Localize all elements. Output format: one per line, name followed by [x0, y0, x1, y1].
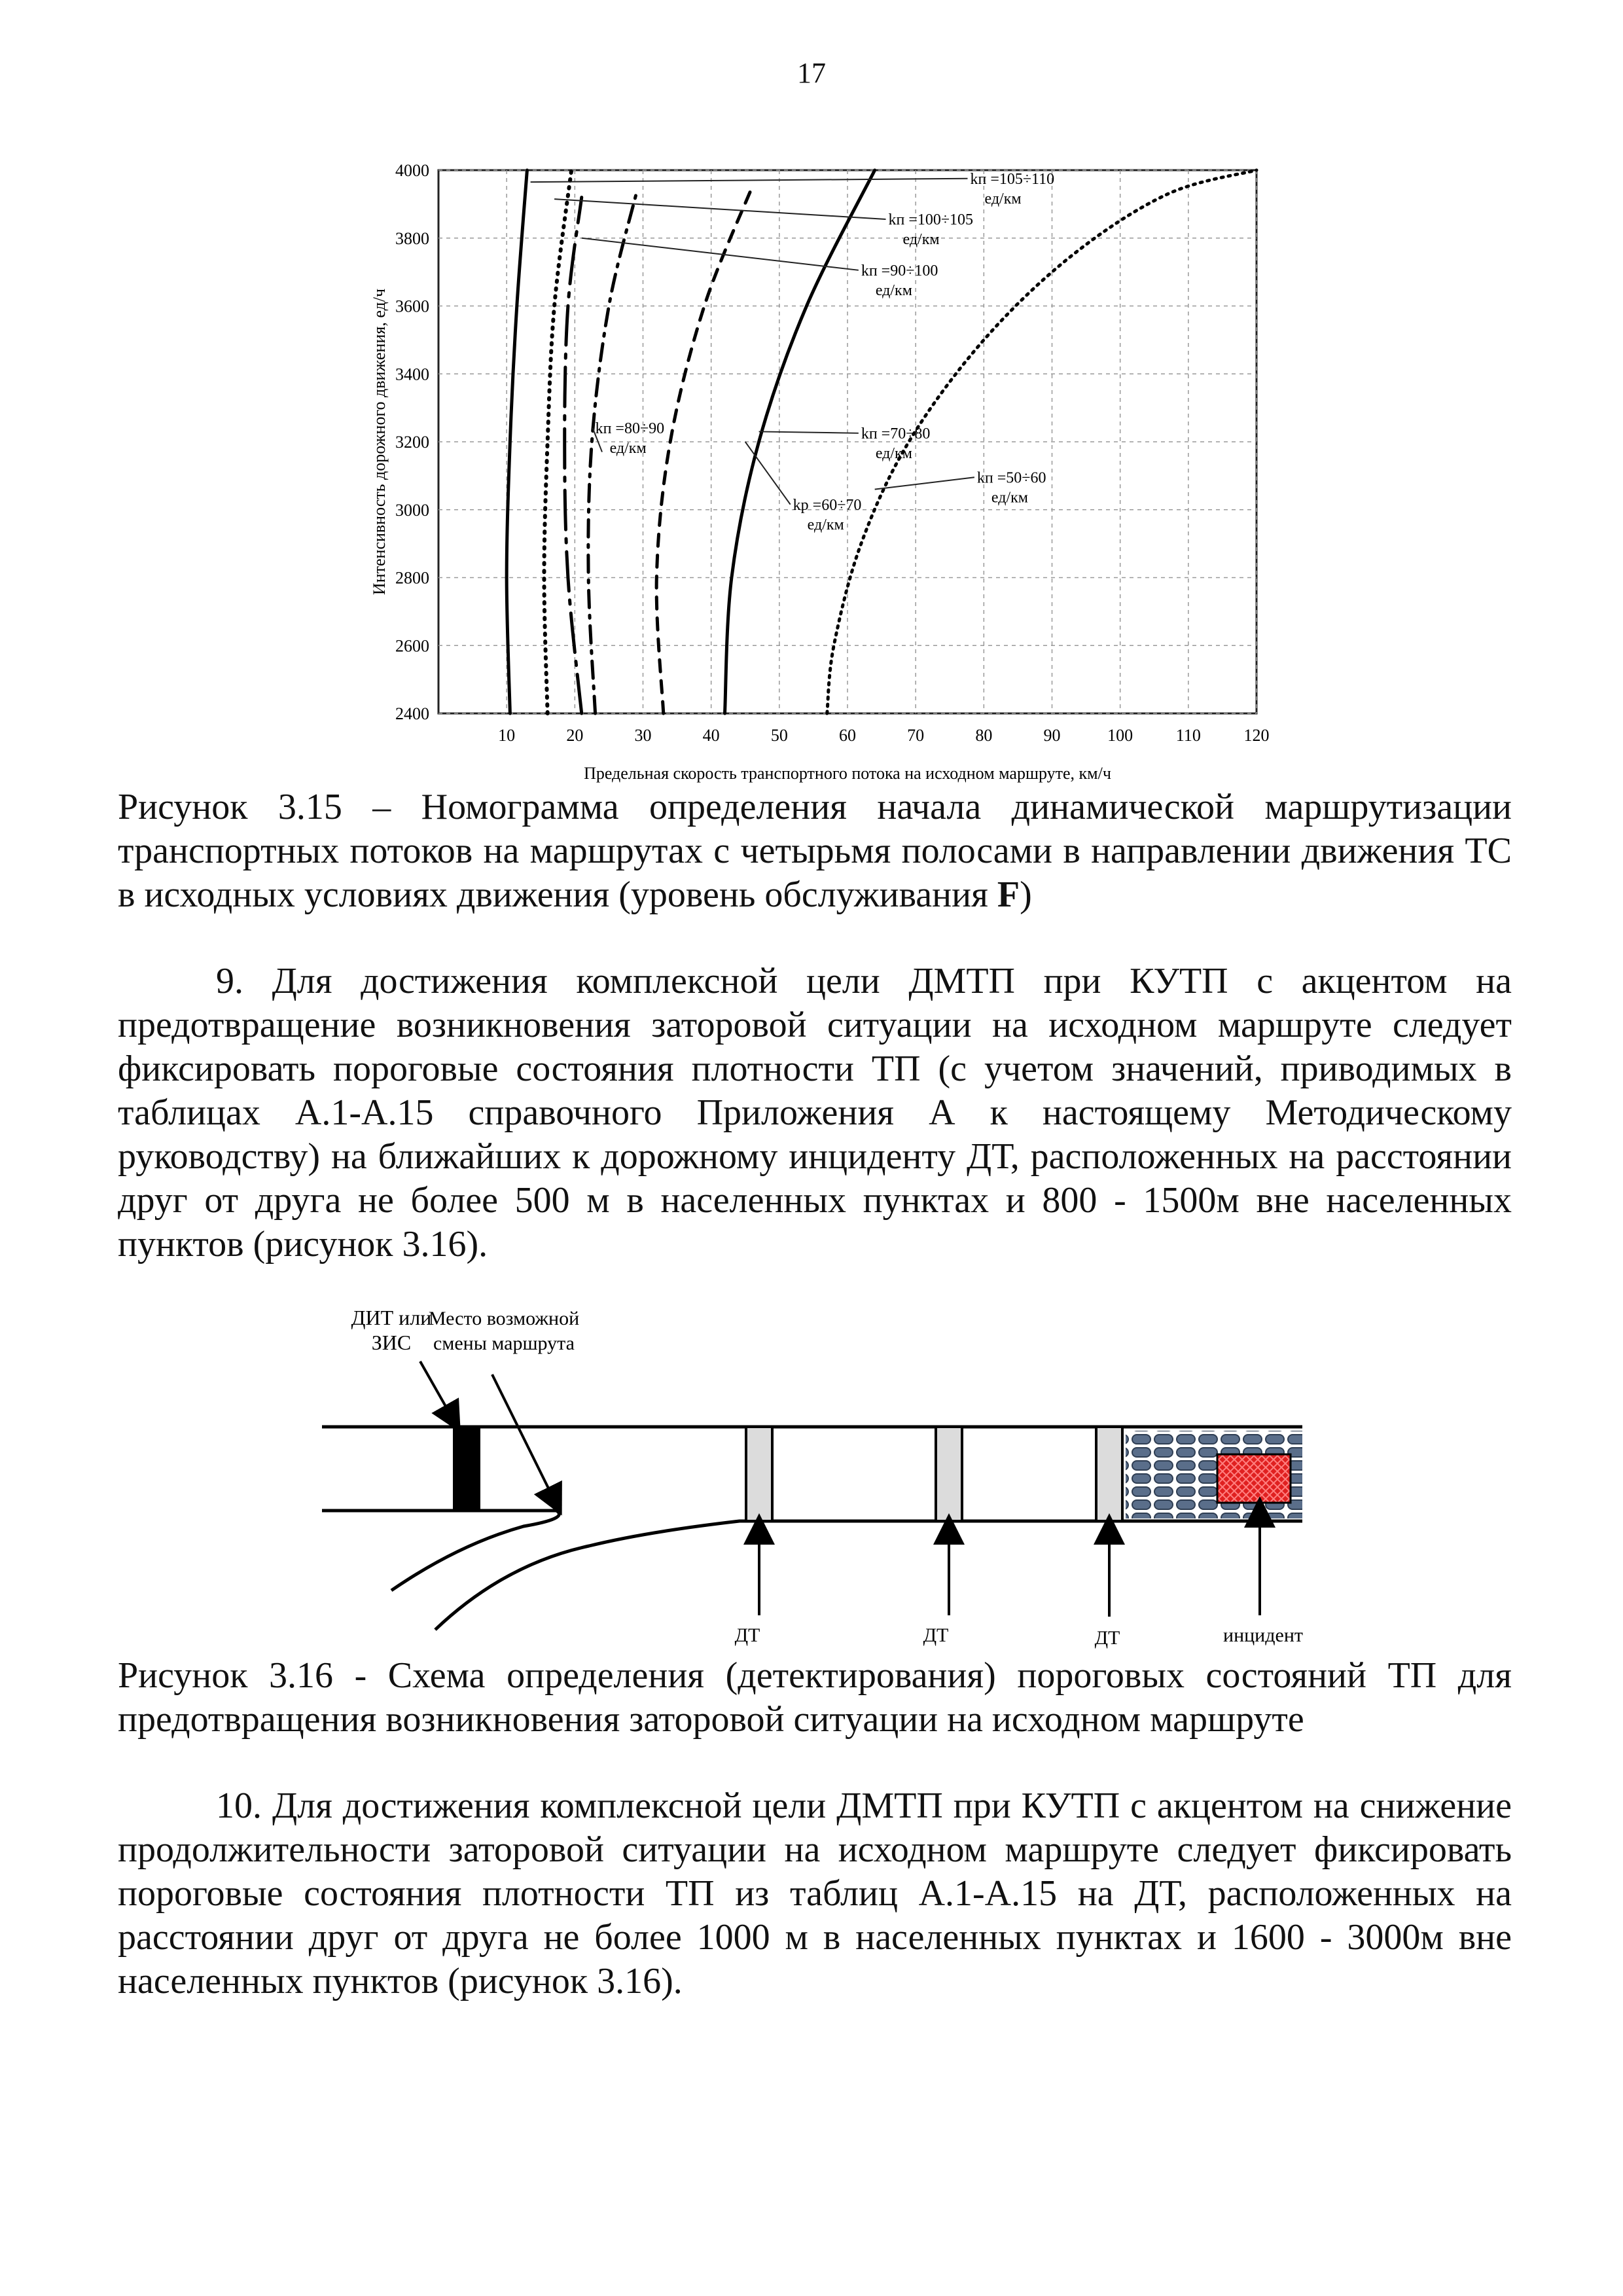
annotation-leader-1: [531, 179, 968, 182]
annotation-unit-1: ед/км: [984, 190, 1022, 207]
annotation-unit-2: ед/км: [902, 231, 940, 248]
y-tick-label: 3200: [395, 433, 429, 452]
x-tick-label: 40: [702, 726, 720, 745]
change-label-line2: смены маршрута: [433, 1333, 575, 1354]
dit-label-line2: ЗИС: [371, 1331, 412, 1354]
y-tick-label: 3800: [395, 228, 429, 248]
dit-arrow: [420, 1361, 453, 1419]
figure-3-16-caption: Рисунок 3.16 - Схема определения (детектирования) пороговых состояний ТП для предотвращения возникновения заторовой ситуации на исходном маршруте: [118, 1655, 1512, 1740]
annotation-label-5: kп =70÷80: [861, 425, 931, 442]
ramp-upper-edge: [391, 1511, 559, 1590]
annotation-label-6: kр =60÷70: [793, 496, 862, 514]
x-tick-label: 90: [1043, 726, 1061, 745]
detector-1-label: ДТ: [734, 1624, 760, 1646]
annotation-label-7: kп =50÷60: [976, 469, 1046, 487]
page-number: 17: [797, 57, 826, 89]
x-tick-label: 110: [1175, 726, 1201, 745]
x-axis-label: Предельная скорость транспортного потока на исходном маршруте, км/ч: [584, 764, 1111, 783]
annotation-leader-2: [554, 199, 885, 219]
x-tick-label: 50: [770, 726, 788, 745]
caption-bold-level: F: [997, 874, 1020, 915]
x-tick-label: 70: [907, 726, 925, 745]
y-tick-label: 3400: [395, 365, 429, 384]
series-line-5: [656, 187, 752, 713]
x-tick-label: 100: [1107, 726, 1133, 745]
annotation-unit-4: ед/км: [609, 440, 647, 457]
series-line-1: [507, 170, 527, 713]
x-tick-label: 10: [498, 726, 516, 745]
x-tick-label: 60: [839, 726, 856, 745]
annotation-leader-5: [759, 431, 859, 433]
annotation-label-4: kп =80÷90: [595, 420, 665, 438]
incident-marker: [1217, 1454, 1291, 1503]
caption-text: Рисунок 3.15 – Номограмма определения начала динамической маршрутизации транспортных потоков на маршрутах с четырьмя полосами в направлении движения ТС в исходных условиях движения (уровень обслуживания: [118, 787, 1512, 915]
y-tick-label: 3000: [395, 500, 429, 520]
detector-3-label: ДТ: [1094, 1627, 1120, 1649]
series-line-3: [565, 198, 582, 714]
nomogram-chart: [353, 151, 1309, 785]
y-tick-label: 4000: [395, 161, 429, 180]
annotation-leader-3: [582, 238, 859, 270]
ramp-lower-edge: [435, 1521, 1302, 1630]
y-axis-label: Интенсивность дорожного движения, ед/ч: [370, 288, 389, 596]
annotation-unit-7: ед/км: [991, 489, 1028, 507]
x-tick-label: 120: [1243, 726, 1270, 745]
y-tick-label: 2600: [395, 636, 429, 656]
dit-sign-bar: [453, 1427, 480, 1511]
paragraph-10: 10. Для достижения комплексной цели ДМТП при КУТП с акцентом на снижение продолжительности заторовой ситуации на исходном маршруте следует фиксировать пороговые состояния плотности ТП из таблиц А.1-А.15 на ДТ, расположенных на расстоянии друг от друга не более 1000 м в населенных пунктах и 1600 - 3000м вне населенных пунктов (рисунок 3.16).: [118, 1785, 1512, 2001]
detector-2: [936, 1427, 962, 1521]
caption-end: ): [1020, 874, 1032, 915]
y-tick-label: 2800: [395, 568, 429, 588]
detector-2-label: ДТ: [923, 1624, 949, 1646]
x-tick-label: 30: [634, 726, 652, 745]
annotation-unit-5: ед/км: [875, 444, 912, 462]
annotation-label-2: kп =100÷105: [888, 211, 974, 228]
annotation-label-3: kп =90÷100: [861, 262, 938, 279]
detector-3: [1096, 1427, 1122, 1521]
y-tick-label: 2400: [395, 704, 429, 723]
detector-1: [746, 1427, 772, 1521]
y-tick-label: 3600: [395, 296, 429, 316]
change-arrow: [492, 1374, 555, 1501]
paragraph-9: 9. Для достижения комплексной цели ДМТП при КУТП с акцентом на предотвращение возникновения заторовой ситуации на исходном маршруте следует фиксировать пороговые состояния плотности ТП (с учетом значений, приводимых в таблицах А.1-А.15 справочного Приложения А к настоящему Методическому руководству) на ближайших к дорожному инциденту ДТ, расположенных на расстоянии друг от друга не более 500 м в населенных пунктах и 800 - 1500м вне населенных пунктов (рисунок 3.16).: [118, 961, 1512, 1265]
x-tick-label: 80: [975, 726, 993, 745]
annotation-label-1: kп =105÷110: [970, 170, 1055, 188]
x-tick-label: 20: [566, 726, 584, 745]
incident-label: инцидент: [1223, 1624, 1303, 1646]
figure-3-15-caption: [118, 785, 1512, 917]
change-label-line1: Место возможной: [428, 1308, 580, 1329]
dit-label-line1: ДИТ или: [351, 1306, 432, 1329]
detection-scheme: [308, 1302, 1329, 1656]
annotation-unit-3: ед/км: [875, 281, 912, 299]
annotation-unit-6: ед/км: [807, 516, 844, 533]
